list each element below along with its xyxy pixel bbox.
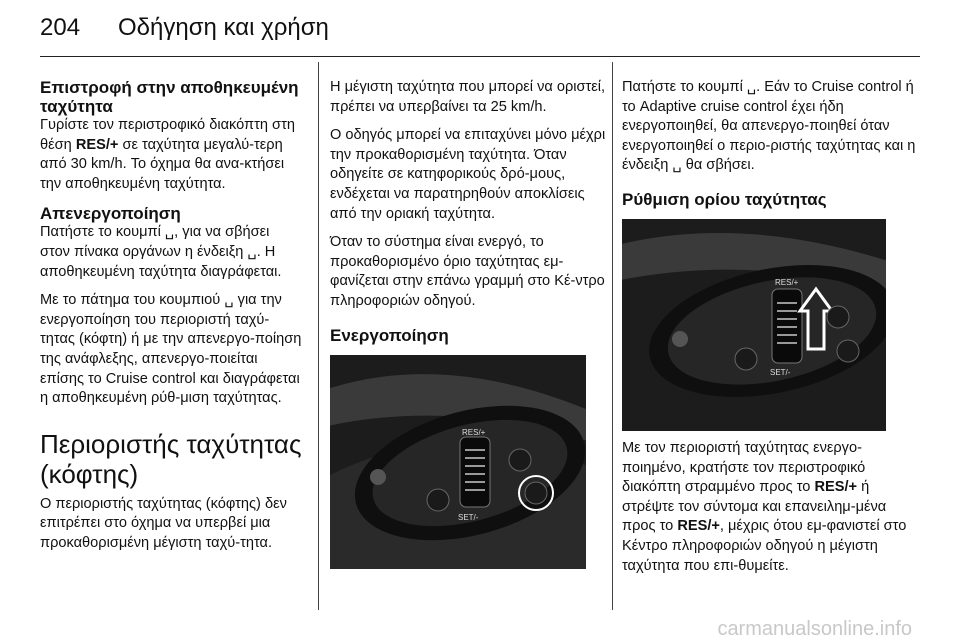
wheel-set-label: SET/- <box>458 512 479 522</box>
header-rule <box>40 56 920 57</box>
heading-set-limit: Ρύθμιση ορίου ταχύτητας <box>622 189 827 209</box>
para-deactivation-2: Με το πάτημα του κουμπιού ␣ για την ενεργοποίηση του περιοριστή ταχύ-τητας (κόφτη) ή με την απενεργο-ποίηση της ανάφλεξης, απενεργο-ποιείται επίσης το Cruise control και διαγράφεται η αποθηκευμένη ρύθ-μιση ταχύτητας. <box>40 292 302 407</box>
column-divider-1 <box>318 62 319 610</box>
para-speed-limiter: Ο περιοριστής ταχύτητας (κόφτης) δεν επιτρέπει στο όχημα να υπερβεί μια προκαθορισμένη μέγιστη ταχύ-τητα. <box>40 495 287 551</box>
para-press-button: Πατήστε το κουμπί ␣. Εάν το Cruise control ή το Adaptive cruise control έχει ήδη ενεργοποιηθεί, θα απενεργο-ποιηθεί όταν ενεργοποιηθεί ο περιο-ριστής ταχύτητας και η ένδειξη ␣ θα σβήσει. <box>622 79 916 174</box>
column-3 <box>622 78 918 585</box>
steering-wheel-illustration <box>330 355 586 569</box>
column-2 <box>330 78 606 577</box>
page-number: 204 <box>40 14 81 41</box>
para-deactivation-1: Πατήστε το κουμπί ␣, για να σβήσει στον πίνακα οργάνων η ένδειξη ␣. Η αποθηκευμένη ταχύτητα διαγράφεται. <box>40 224 282 280</box>
heading-activation: Ενεργοποίηση <box>330 325 449 345</box>
wheel-res-label-2: RES/+ <box>775 277 799 287</box>
para-return: Γυρίστε τον περιστροφικό διακόπτη στη θέση RES/+ σε ταχύτητα μεγαλύ-τερη από 30 km/h. Το όχημα θα ανα-κτήσει την αποθηκευμένη ταχύτητα. <box>40 117 295 192</box>
para-set-limit: Με τον περιοριστή ταχύτητας ενεργο-ποιημένο, κρατήστε τον περιστροφικό διακόπτη στραμμένο προς το RES/+ ή στρέψτε τον σύντομα και επανειλημ-μένα προς το RES/+, μέχρις ότου εμ-φανιστεί στο Κέντρο πληροφοριών οδηγού η μέγιστη ταχύτητα που επι-θυμείτε. <box>622 439 907 574</box>
watermark: carmanualsonline.info <box>717 618 912 640</box>
page-header <box>40 10 920 56</box>
heading-speed-limiter: Περιοριστής ταχύτητας (κόφτης) <box>40 428 302 489</box>
para-max-speed: Η μέγιστη ταχύτητα που μπορεί να οριστεί, πρέπει να υπερβαίνει τα 25 km/h. <box>330 79 606 115</box>
heading-deactivation: Απενεργοποίηση <box>40 204 181 224</box>
chapter-title: Οδήγηση και χρήση <box>118 14 329 41</box>
para-display: Όταν το σύστημα είναι ενεργό, το προκαθορισμένο όριο ταχύτητας εμ-φανίζεται στην επάνω γραμμή στο Κέ-ντρο πληροφοριών οδηγού. <box>330 234 605 309</box>
wheel-res-label: RES/+ <box>462 427 486 437</box>
heading-return-to-speed: Επιστροφή στην αποθηκευμένη ταχύτητα <box>40 78 299 116</box>
para-accelerate: Ο οδηγός μπορεί να επιταχύνει μόνο μέχρι την προκαθορισμένη ταχύτητα. Όταν οδηγείτε σε κατηφορικούς δρό-μους, ενδέχεται να παρατηρηθούν αποκλίσεις από την οριακή ταχύτητα. <box>330 127 606 222</box>
column-1 <box>40 78 302 563</box>
steering-wheel-set-illustration <box>622 219 886 431</box>
wheel-set-label-2: SET/- <box>770 367 791 377</box>
column-divider-2 <box>612 62 613 610</box>
